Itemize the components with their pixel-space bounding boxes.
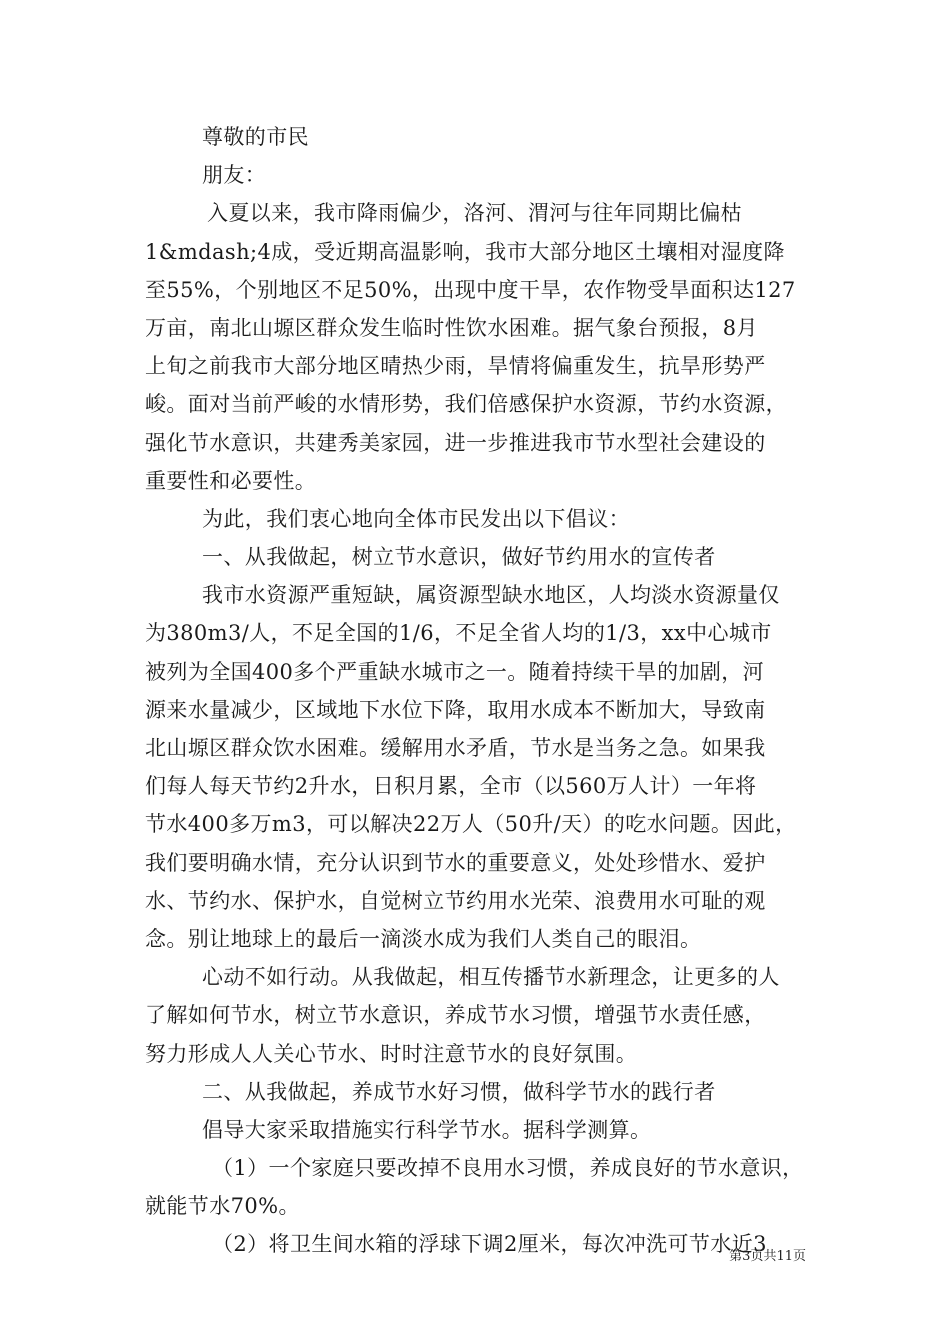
paragraph-line: 心动不如行动。从我做起，相互传播节水新理念，让更多的人: [202, 965, 780, 990]
paragraph-line: 至55%，个别地区不足50%，出现中度干旱，农作物受旱面积达127: [145, 277, 796, 302]
salutation-line-2: 朋友：: [202, 163, 267, 188]
paragraph-line: 北山塬区群众饮水困难。缓解用水矛盾，节水是当务之急。如果我: [145, 736, 766, 760]
section-heading-1: 一、从我做起，树立节水意识，做好节约用水的宣传者: [202, 545, 716, 570]
list-item-line: （1）一个家庭只要改掉不良用水习惯，养成良好的节水意识，: [212, 1156, 804, 1181]
list-item-line: 就能节水70%。: [145, 1194, 300, 1219]
paragraph-line: 峻。面对当前严峻的水情形势，我们倍感保护水资源，节约水资源，: [145, 392, 787, 417]
paragraph-line: 入夏以来，我市降雨偏少，洛河、渭河与往年同期比偏枯: [207, 201, 742, 226]
paragraph-line: 被列为全国400多个严重缺水城市之一。随着持续干旱的加剧，河: [145, 659, 765, 684]
document-body: [145, 118, 825, 1264]
paragraph-line: 上旬之前我市大部分地区晴热少雨，旱情将偏重发生，抗旱形势严: [145, 354, 766, 379]
paragraph-line: 们每人每天节约2升水，日积月累，全市（以560万人计）一年将: [145, 774, 757, 799]
paragraph-line: 我们要明确水情，充分认识到节水的重要意义，处处珍惜水、爱护: [145, 850, 766, 875]
salutation-line-1: 尊敬的市民: [202, 125, 309, 149]
paragraph-line: 水、节约水、保护水，自觉树立节约用水光荣、浪费用水可耻的观: [145, 888, 766, 913]
paragraph-line: 源来水量减少，区域地下水位下降，取用水成本不断加大，导致南: [145, 697, 766, 722]
paragraph-line: 节水400多万m3，可以解决22万人（50升/天）的吃水问题。因此，: [145, 812, 797, 837]
paragraph-line: 倡导大家采取措施实行科学节水。据科学测算。: [202, 1117, 652, 1142]
paragraph-line: 为380m3/人，不足全国的1/6，不足全省人均的1/3，xx中心城市: [145, 621, 772, 646]
list-item-line: （2）将卫生间水箱的浮球下调2厘米，每次冲洗可节水近3: [212, 1232, 767, 1257]
paragraph-line: 为此，我们衷心地向全体市民发出以下倡议：: [202, 506, 630, 531]
section-heading-2: 二、从我做起，养成节水好习惯，做科学节水的践行者: [202, 1079, 716, 1104]
paragraph-line: 万亩，南北山塬区群众发生临时性饮水困难。据气象台预报，8月: [145, 315, 758, 340]
paragraph-line: 重要性和必要性。: [145, 468, 317, 493]
paragraph-line: 1&mdash;4成，受近期高温影响，我市大部分地区土壤相对湿度降: [145, 239, 785, 264]
paragraph-line: 我市水资源严重短缺，属资源型缺水地区，人均淡水资源量仅: [202, 583, 780, 608]
paragraph-line: 了解如何节水，树立节水意识，养成节水习惯，增强节水责任感，: [145, 1003, 766, 1028]
paragraph-line: 努力形成人人关心节水、时时注意节水的良好氛围。: [145, 1041, 638, 1066]
page-number: 第3页共11页: [729, 1249, 806, 1264]
paragraph-line: 强化节水意识，共建秀美家园，进一步推进我市节水型社会建设的: [145, 430, 766, 455]
paragraph-line: 念。别让地球上的最后一滴淡水成为我们人类自己的眼泪。: [145, 926, 702, 951]
